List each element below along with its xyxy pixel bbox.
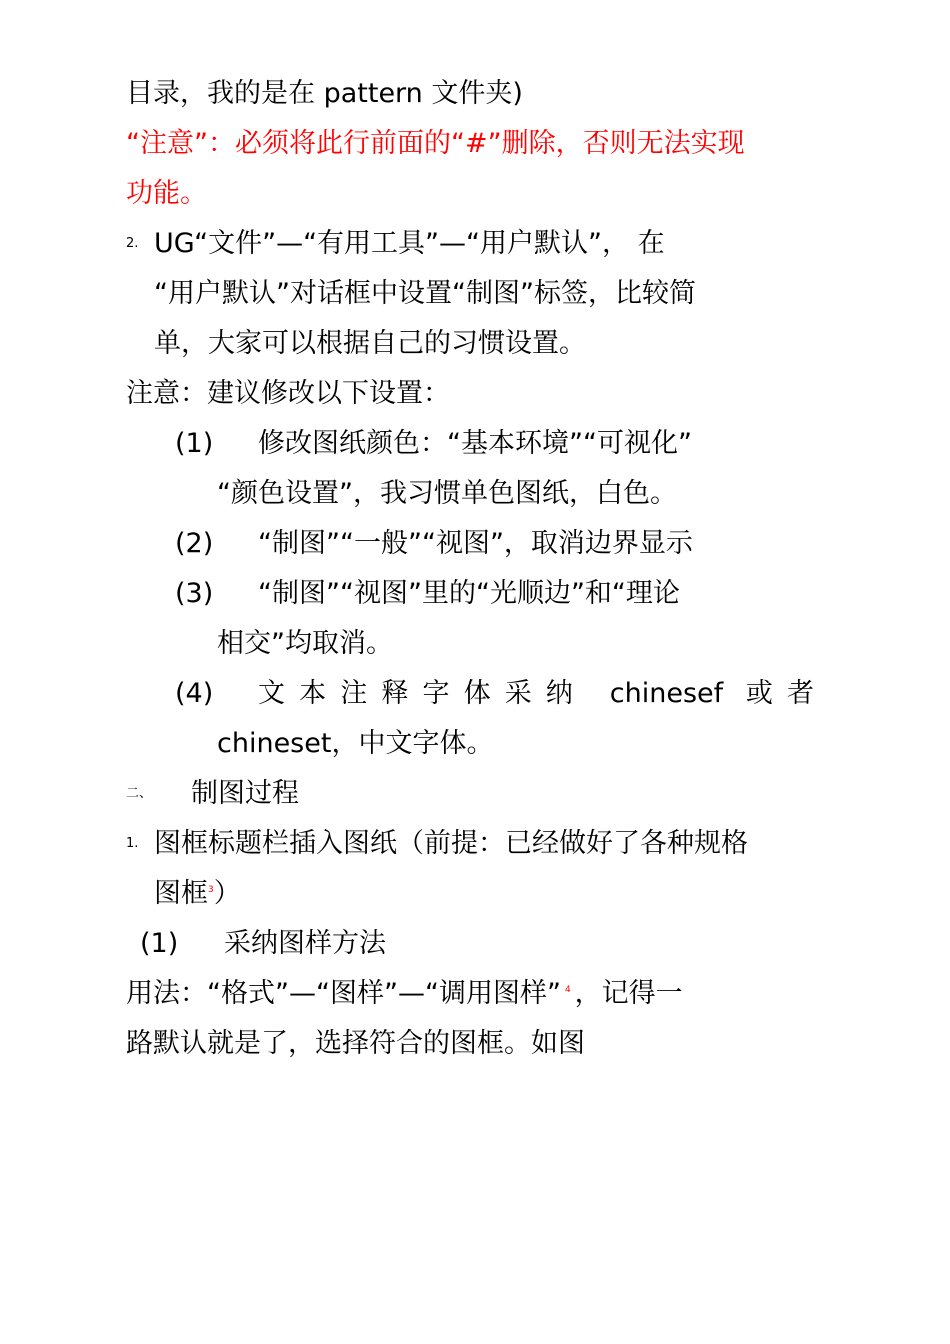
- sub-item-text: 文本注释字体采纳 chinesef 或者: [258, 678, 814, 709]
- list-item-2: [126, 219, 814, 269]
- paragraph-line: [126, 69, 523, 119]
- usage-line: [126, 969, 683, 1019]
- sub-item-1-line2: [217, 469, 677, 519]
- sub-item-number: (3): [175, 578, 214, 609]
- warning-line: [126, 119, 814, 169]
- warning-text: 功能。: [126, 178, 207, 209]
- section-marker: 二、: [126, 786, 153, 801]
- footnote-ref[interactable]: 3: [208, 885, 214, 895]
- sub-item-text: 修改图纸颜色：“基本环境”“可视化”: [258, 428, 692, 459]
- method-number: (1): [140, 928, 179, 959]
- list-marker: 2.: [126, 236, 139, 251]
- usage-line-2: [126, 1019, 585, 1069]
- list-item-text: ）: [213, 878, 241, 909]
- sub-item-text: “制图”“视图”里的“光顺边”和“理论: [258, 578, 680, 609]
- list-item-text: UG“文件”—“有用工具”—“用户默认”， 在: [154, 228, 665, 259]
- list-marker: 1.: [126, 836, 139, 851]
- usage-text: 路默认就是了，选择符合的图框。如图: [126, 1028, 585, 1059]
- list-item-2-line3: [154, 319, 586, 369]
- sub-item-text: “颜色设置”，我习惯单色图纸，白色。: [217, 478, 677, 509]
- sub-item-number: (1): [175, 428, 214, 459]
- list-item-1-line2: [154, 869, 241, 919]
- usage-text: ，记得一: [574, 978, 683, 1009]
- sub-item-text: chineset，中文字体。: [217, 728, 494, 759]
- list-item-2-line2: [154, 269, 696, 319]
- method-title: 采纳图样方法: [224, 928, 386, 959]
- list-item-text: 图框: [154, 878, 208, 909]
- sub-item-text: 相交”均取消。: [217, 628, 393, 659]
- note-text: 注意：建议修改以下设置：: [126, 378, 450, 409]
- list-item-text: 图框标题栏插入图纸（前提：已经做好了各种规格: [154, 828, 748, 859]
- warning-text: “注意”：必须将此行前面的“#”删除，否则无法实现: [126, 128, 745, 159]
- list-item-text: “用户默认”对话框中设置“制图”标签，比较简: [154, 278, 696, 309]
- sub-item-number: (2): [175, 528, 214, 559]
- text: 目录，我的是在 pattern 文件夹): [126, 78, 523, 109]
- sub-item-4-line2: [217, 719, 493, 769]
- sub-item-number: (4): [175, 678, 214, 709]
- list-item-text: 单，大家可以根据自己的习惯设置。: [154, 328, 586, 359]
- note-line: [126, 369, 450, 419]
- usage-text: 用法：“格式”—“图样”—“调用图样”: [126, 978, 561, 1009]
- section-title: 制图过程: [191, 778, 299, 809]
- footnote-ref[interactable]: 4: [564, 985, 571, 995]
- sub-item-3-line2: [217, 619, 393, 669]
- warning-line-2: [126, 169, 207, 219]
- sub-item-text: “制图”“一般”“视图”，取消边界显示: [258, 528, 693, 559]
